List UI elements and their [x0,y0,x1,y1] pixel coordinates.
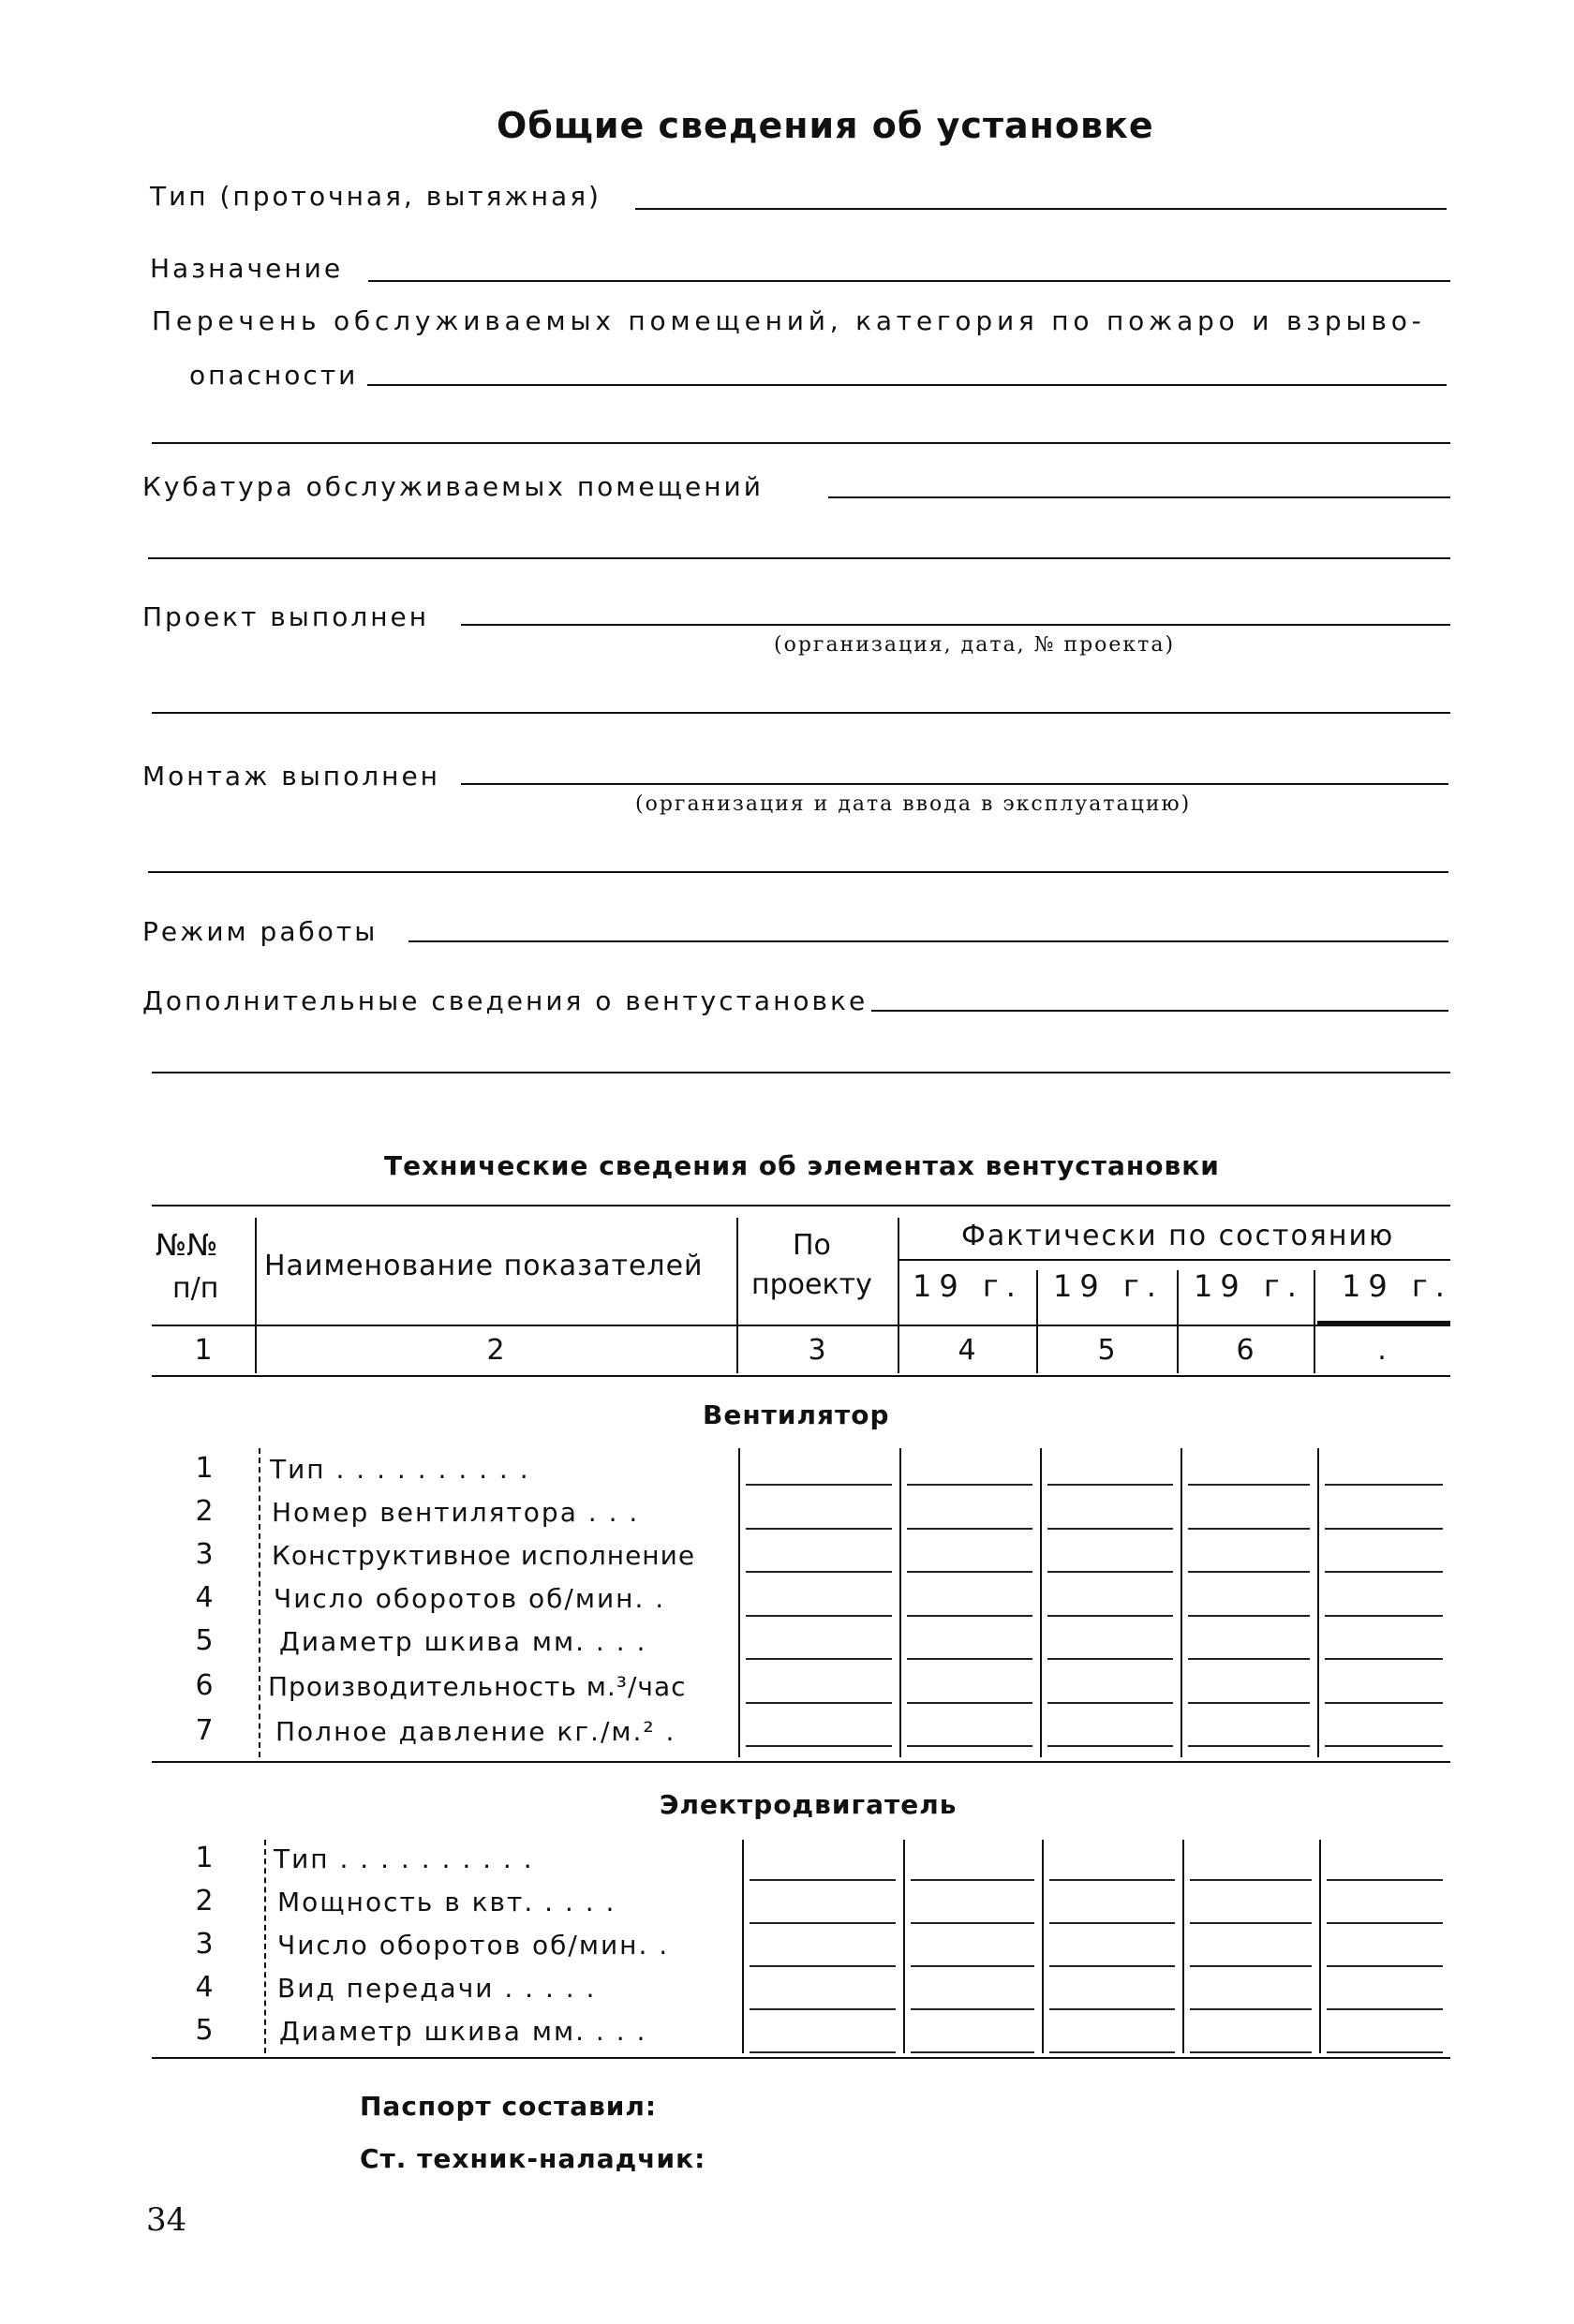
fan-cell-r4-c4[interactable] [1188,1615,1310,1617]
fan-row-7-label: Полное давление кг./м.² . [275,1716,676,1747]
fan-cell-r2-c3[interactable] [1047,1528,1173,1530]
section-title-fan: Вентилятор [703,1399,890,1430]
colnum-5: 5 [1097,1334,1116,1367]
fan-cell-r5-c1[interactable] [746,1658,892,1660]
colnum-2: 2 [486,1334,505,1367]
motor-row-4-label: Вид передачи . . . . . [277,1973,597,2004]
motor-cell-r4-c2[interactable] [911,2008,1034,2010]
field-line-project[interactable] [461,624,1450,626]
field-line-rooms[interactable] [367,384,1447,386]
fan-cell-r2-c5[interactable] [1325,1528,1443,1530]
colnum-3: 3 [808,1334,826,1367]
fan-cell-r5-c3[interactable] [1047,1658,1173,1660]
motor-bottom-rule [152,2057,1450,2059]
fan-row-1-label: Тип . . . . . . . . . . [270,1454,530,1485]
fan-cell-r3-c2[interactable] [907,1571,1032,1573]
motor-vline-label [264,1840,266,2053]
colnum-6: 6 [1236,1334,1255,1367]
fan-row-3-label: Конструктивное исполнение [272,1540,696,1571]
field-line-extra-2[interactable] [152,1072,1450,1073]
header-bottom-rule [152,1375,1450,1377]
footer-technician: Ст. техник-наладчик: [360,2143,706,2174]
motor-vline-2 [903,1840,905,2053]
motor-row-5-label: Диаметр шкива мм. . . . [279,2016,647,2047]
field-label-mode: Режим работы [142,916,379,947]
motor-cell-r2-c2[interactable] [911,1922,1034,1924]
motor-cell-r4-c1[interactable] [750,2008,896,2010]
fan-row-4-num: 4 [195,1581,214,1614]
header-year4-rule [1317,1321,1450,1325]
table-title: Технические сведения об элементах вентустановки [384,1150,1220,1181]
fan-cell-r6-c3[interactable] [1047,1702,1173,1704]
field-label-rooms-cont: опасности [189,360,359,391]
fan-cell-r3-c3[interactable] [1047,1571,1173,1573]
fan-row-5-num: 5 [195,1624,214,1657]
caption-project: (организация, дата, № проекта) [774,633,1176,657]
motor-row-4-num: 4 [195,1971,214,2004]
fan-row-2-label: Номер вентилятора . . . [272,1497,640,1528]
header-year-1: 19 г. [913,1268,1023,1304]
footer-compiled-by: Паспорт составил: [360,2091,658,2122]
motor-cell-r3-c1[interactable] [750,1965,896,1967]
motor-cell-r4-c4[interactable] [1190,2008,1312,2010]
motor-cell-r2-c3[interactable] [1049,1922,1175,1924]
motor-vline-4 [1182,1840,1184,2053]
fan-cell-r7-c1[interactable] [746,1745,892,1747]
fan-row-4-label: Число оборотов об/мин. . [274,1583,666,1614]
field-line-purpose[interactable] [368,280,1450,282]
motor-cell-r5-c5[interactable] [1327,2051,1443,2053]
fan-cell-r4-c5[interactable] [1325,1615,1443,1617]
colnum-4: 4 [958,1334,976,1367]
motor-row-2-label: Мощность в квт. . . . . [277,1887,616,1917]
motor-cell-r5-c4[interactable] [1190,2051,1312,2053]
fan-cell-r1-c3[interactable] [1047,1484,1173,1486]
fan-cell-r3-c4[interactable] [1188,1571,1310,1573]
motor-cell-r2-c1[interactable] [750,1922,896,1924]
field-label-volume: Кубатура обслуживаемых помещений [142,471,764,502]
header-mid-rule [152,1325,1450,1326]
fan-cell-r1-c2[interactable] [907,1484,1032,1486]
field-label-type: Тип (проточная, вытяжная) [150,181,601,212]
fan-row-6-label: Производительность м.³/час [268,1671,687,1702]
field-label-install: Монтаж выполнен [142,761,440,792]
fan-row-1-num: 1 [195,1452,214,1485]
header-year-2: 19 г. [1053,1268,1164,1304]
motor-cell-r3-c3[interactable] [1049,1965,1175,1967]
fan-cell-r5-c2[interactable] [907,1658,1032,1660]
motor-vline-3 [1042,1840,1044,2053]
motor-cell-r1-c1[interactable] [750,1879,896,1881]
colnum-7: . [1377,1334,1387,1367]
fan-cell-r6-c4[interactable] [1188,1702,1310,1704]
section-title-motor: Электродвигатель [660,1789,958,1820]
header-num-2: п/п [172,1272,219,1305]
colnum-1: 1 [194,1334,213,1367]
fan-cell-r6-c2[interactable] [907,1702,1032,1704]
header-name: Наименование показателей [264,1250,704,1282]
motor-row-3-label: Число оборотов об/мин. . [277,1930,670,1961]
fan-cell-r1-c5[interactable] [1325,1484,1443,1486]
field-line-volume-2[interactable] [148,557,1450,559]
header-actual: Фактически по состоянию [961,1220,1395,1252]
fan-row-5-label: Диаметр шкива мм. . . . [279,1626,647,1657]
fan-vline-1 [738,1448,740,1757]
motor-vline-5 [1319,1840,1321,2053]
fan-cell-r1-c4[interactable] [1188,1484,1310,1486]
fan-cell-r5-c5[interactable] [1325,1658,1443,1660]
fan-vline-label [259,1448,260,1757]
field-label-extra: Дополнительные сведения о вентустановке [142,985,869,1016]
fan-bottom-rule [152,1761,1450,1763]
motor-cell-r3-c2[interactable] [911,1965,1034,1967]
field-label-project: Проект выполнен [142,601,430,632]
fan-cell-r7-c2[interactable] [907,1745,1032,1747]
fan-cell-r7-c4[interactable] [1188,1745,1310,1747]
header-year-3: 19 г. [1194,1268,1304,1304]
field-line-volume[interactable] [828,496,1450,498]
fan-cell-r6-c5[interactable] [1325,1702,1443,1704]
fan-cell-r3-c1[interactable] [746,1571,892,1573]
motor-cell-r2-c4[interactable] [1190,1922,1312,1924]
header-actual-rule [899,1259,1450,1261]
header-project-2: проекту [751,1268,872,1301]
fan-row-2-num: 2 [195,1495,214,1528]
caption-install: (организация и дата ввода в эксплуатацию) [635,792,1192,816]
fan-cell-r1-c1[interactable] [746,1484,892,1486]
motor-cell-r5-c3[interactable] [1049,2051,1175,2053]
field-line-extra[interactable] [871,1010,1448,1012]
header-project: По [793,1229,831,1262]
motor-cell-r1-c4[interactable] [1190,1879,1312,1881]
field-label-rooms: Перечень обслуживаемых помещений, категория по пожаро и взрыво- [152,305,1426,336]
page-number: 34 [146,2201,187,2239]
header-year-4: 19 г. [1342,1268,1452,1304]
fan-cell-r7-c5[interactable] [1325,1745,1443,1747]
field-line-rooms-2[interactable] [152,442,1450,444]
motor-cell-r3-c5[interactable] [1327,1965,1443,1967]
motor-cell-r3-c4[interactable] [1190,1965,1312,1967]
page-title: Общие сведения об установке [497,105,1154,146]
motor-cell-r4-c3[interactable] [1049,2008,1175,2010]
header-num: №№ [156,1227,218,1263]
field-line-mode[interactable] [408,940,1448,942]
motor-vline-1 [742,1840,744,2053]
fan-cell-r4-c1[interactable] [746,1615,892,1617]
fan-row-6-num: 6 [195,1669,214,1702]
motor-cell-r1-c3[interactable] [1049,1879,1175,1881]
motor-cell-r5-c2[interactable] [911,2051,1034,2053]
motor-row-1-label: Тип . . . . . . . . . . [274,1843,534,1874]
motor-cell-r1-c2[interactable] [911,1879,1034,1881]
fan-cell-r5-c4[interactable] [1188,1658,1310,1660]
fan-row-3-num: 3 [195,1538,214,1571]
fan-row-7-num: 7 [195,1714,214,1747]
header-top-rule [152,1205,1450,1206]
fan-vline-4 [1180,1448,1182,1757]
motor-cell-r4-c5[interactable] [1327,2008,1443,2010]
motor-row-2-num: 2 [195,1885,214,1917]
motor-row-3-num: 3 [195,1928,214,1961]
fan-cell-r7-c3[interactable] [1047,1745,1173,1747]
fan-cell-r2-c4[interactable] [1188,1528,1310,1530]
fan-vline-5 [1317,1448,1319,1757]
motor-row-1-num: 1 [195,1842,214,1874]
fan-vline-3 [1040,1448,1042,1757]
field-line-install-2[interactable] [148,871,1448,873]
motor-cell-r5-c1[interactable] [750,2051,896,2053]
fan-cell-r2-c2[interactable] [907,1528,1032,1530]
field-line-install[interactable] [461,783,1448,785]
field-label-purpose: Назначение [150,253,344,284]
fan-cell-r6-c1[interactable] [746,1702,892,1704]
motor-cell-r1-c5[interactable] [1327,1879,1443,1881]
fan-cell-r4-c3[interactable] [1047,1615,1173,1617]
fan-cell-r3-c5[interactable] [1325,1571,1443,1573]
fan-cell-r2-c1[interactable] [746,1528,892,1530]
fan-vline-2 [899,1448,901,1757]
field-line-type[interactable] [635,208,1447,210]
fan-cell-r4-c2[interactable] [907,1615,1032,1617]
motor-cell-r2-c5[interactable] [1327,1922,1443,1924]
motor-row-5-num: 5 [195,2014,214,2047]
field-line-project-2[interactable] [152,712,1450,714]
